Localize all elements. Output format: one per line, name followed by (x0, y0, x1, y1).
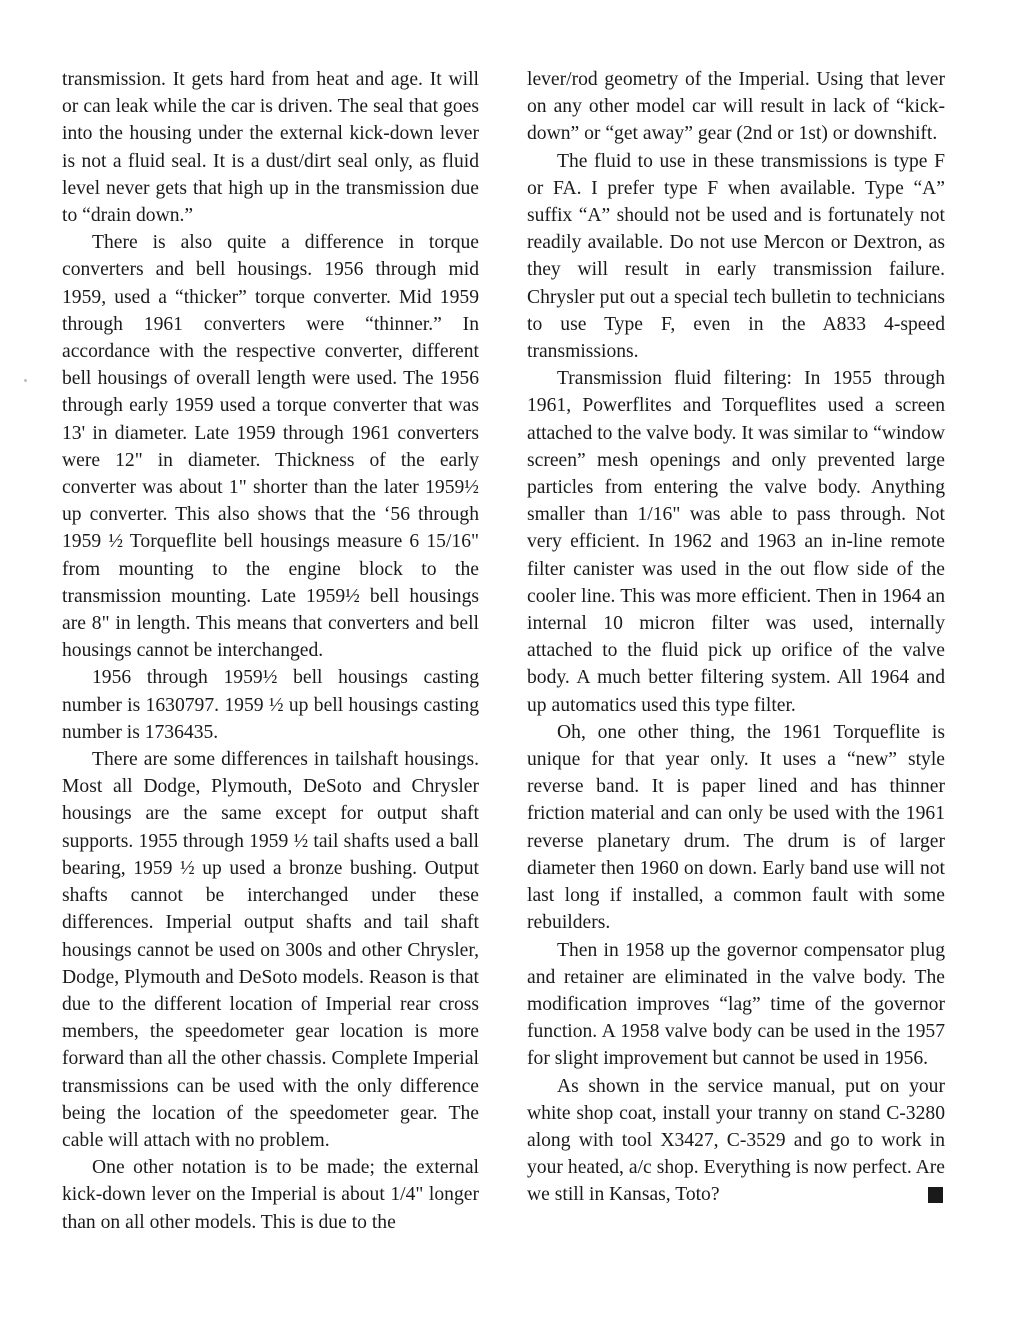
end-of-article-mark (928, 1187, 943, 1203)
right-column (527, 66, 945, 1209)
paragraph-tailshaft-housings: There are some differences in tailshaft housings. Most all Dodge, Plymouth, DeSoto and Chrysler housings are the same except for output shaft supports. 1955 through 1959 ½ tail shafts used a ball bearing, 1959 ½ up used a bronze bushing. Output shafts cannot be interchanged under these differences. Imperial output shafts and tail shaft housings cannot be used on 300s and other Chrysler, Dodge, Plymouth and DeSoto models. Reason is that due to the different location of Imperial rear cross members, the speedometer gear location is more forward than all the other chassis. Complete Imperial transmissions can be used with the only difference being the location of the speedometer gear. The cable will attach with no problem. (62, 749, 479, 1151)
paragraph-fluid-type: The fluid to use in these transmissions is type F or FA. I prefer type F when available. Type “A” suffix “A” should not be used and is fortunately not readily available. Do not use Mercon or Dextron, as they will result in early transmission failure. Chrysler put out a special tech bulletin to technicians to use Type F, even in the A833 4-speed transmissions. (527, 150, 945, 363)
paragraph-lever-geometry: lever/rod geometry of the Imperial. Using that lever on any other model car will result in lack of “kick-down” or “get away” gear (2nd or 1st) or downshift. (527, 69, 945, 145)
paragraph-closing (527, 1073, 945, 1209)
scan-speck (24, 379, 27, 382)
paragraph-casting-numbers: 1956 through 1959½ bell housings casting number is 1630797. 1959 ½ up bell housings casting number is 1736435. (62, 667, 479, 743)
closing-text: As shown in the service manual, put on your white shop coat, install your tranny on stand C-3280 along with tool X3427, C-3529 and go to work in your heated, a/c shop. Everything is now perfect. Are we still in Kansas, Toto? (527, 1075, 945, 1206)
paragraph-fluid-filtering: Transmission fluid filtering: In 1955 through 1961, Powerflites and Torqueflites used a screen attached to the valve body. It was similar to “window screen” mesh openings and only prevented large particles from entering the valve body. Anything smaller than 1/16" was able to pass through. Not very efficient. In 1962 and 1963 an in-line remote filter canister was used in the out flow side of the cooler line. This was more efficient. Then in 1964 an internal 10 micron filter was used, internally attached to the fluid pick up orifice of the valve body. A much better filtering system. All 1964 and up automatics used this type filter. (527, 368, 945, 716)
left-column (62, 66, 479, 1236)
paragraph-governor: Then in 1958 up the governor compensator plug and retainer are eliminated in the valve body. The modification improves “lag” time of the governor function. A 1958 valve body can be used in the 1957 for slight improvement but cannot be used in 1956. (527, 939, 945, 1070)
paragraph-continuation: transmission. It gets hard from heat and age. It will or can leak while the car is driven. The seal that goes into the housing under the external kick-down lever is not a fluid seal. It is a dust/dirt seal only, as fluid level never gets that high up in the transmission due to “drain down.” (62, 69, 479, 227)
paragraph-torque-converters: There is also quite a difference in torque converters and bell housings. 1956 through mid 1959, used a “thicker” torque converter. Mid 1959 through 1961 converters were “thinner.” In accordance with the respective converter, different bell housings of overall length were used. The 1956 through early 1959 used a torque converter that was 13' in diameter. Late 1959 through 1961 converters were 12" in diameter. Thickness of the early converter was about 1" shorter than the later 1959½ up converter. This also shows that the ‘56 through 1959 ½ Torqueflite bell housings measure 6 15/16" from mounting to the engine block to the transmission mounting. Late 1959½ bell housings are 8" in length. This means that converters and bell housings cannot be interchanged. (62, 232, 479, 662)
paragraph-kickdown-lever: One other notation is to be made; the external kick-down lever on the Imperial is about 1/4" longer than on all other models. This is due to the (62, 1157, 479, 1233)
paragraph-reverse-band: Oh, one other thing, the 1961 Torqueflite is unique for that year only. It uses a “new” style reverse band. It is paper lined and has thinner friction material and can only be used with the 1961 reverse planetary drum. The drum is of larger diameter then 1960 on down. Early band use will not last long if installed, a common fault with some rebuilders. (527, 721, 945, 934)
